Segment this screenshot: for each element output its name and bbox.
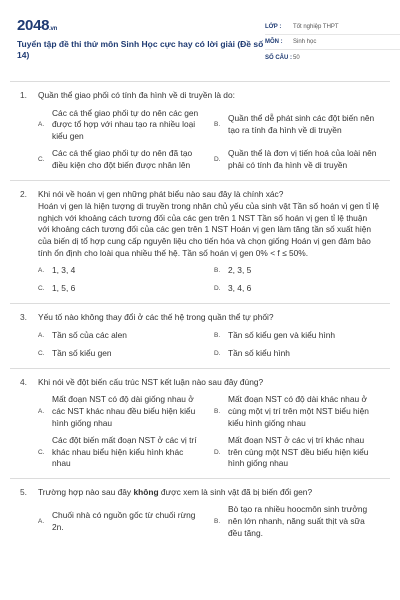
meta-row-class	[265, 20, 400, 35]
question-4	[10, 369, 390, 479]
option-c[interactable]	[38, 435, 204, 470]
meta-value: Tốt nghiệp THPT	[293, 24, 339, 30]
question-text: Quần thể giao phối có tính đa hình về di truyền là do:	[38, 90, 235, 100]
option-c[interactable]	[38, 348, 204, 360]
answer-options	[20, 265, 380, 295]
option-letter: B.	[214, 518, 221, 526]
question-number: 5.	[20, 486, 27, 497]
option-c[interactable]	[38, 148, 204, 171]
question-text: Khi nói về đột biến cấu trúc NST kết luận nào sau đây đúng?	[38, 376, 264, 387]
question-text-before: Trường hợp nào sau đây	[38, 486, 134, 497]
option-d[interactable]	[214, 148, 380, 171]
option-letter: D.	[214, 448, 221, 456]
option-a[interactable]	[38, 108, 204, 143]
option-b[interactable]	[214, 394, 380, 429]
question-number: 3.	[20, 312, 27, 323]
site-logo[interactable]	[17, 17, 57, 34]
logo-text: 2048	[17, 17, 50, 34]
question-text	[38, 487, 380, 499]
answer-options	[20, 504, 380, 539]
question-2	[10, 181, 390, 305]
option-text: Chuối nhà có nguồn gốc từ chuối rừng 2n.	[52, 510, 196, 532]
option-b[interactable]	[214, 504, 380, 539]
answer-options	[20, 108, 380, 172]
option-text: Các cá thể giao phối tự do nên các gen được tổ hợp với nhau tạo ra nhiều loại kiểu gen	[52, 107, 199, 141]
question-3	[10, 304, 390, 369]
meta-label: SỐ CÂU :	[265, 54, 292, 61]
document-title: Tuyển tập đề thi thử môn Sinh Học cực hay có lời giải (Đề số 14)	[17, 39, 264, 60]
question-1	[10, 82, 390, 181]
option-b[interactable]	[214, 108, 380, 143]
option-a[interactable]	[38, 265, 204, 277]
option-text: Mất đoạn NST ở các vị trí khác nhau trên cùng một NST đều biểu hiện kiểu hình giống nhau	[228, 435, 369, 469]
question-5	[10, 479, 390, 547]
option-letter: A.	[38, 121, 45, 129]
question-number: 4.	[20, 376, 27, 387]
option-text: Các cá thể giao phối tự do nên đã tạo điều kiện cho đột biến được nhân lên	[52, 148, 193, 170]
meta-label: MÔN :	[265, 39, 283, 45]
option-letter: C.	[38, 285, 45, 293]
option-text: Bò tạo ra nhiều hoocmôn sinh trưởng nên lớn nhanh, năng suất thịt và sữa đều tăng.	[228, 504, 368, 538]
option-text: Tần số kiểu gen và kiểu hình	[228, 329, 336, 340]
option-a[interactable]	[38, 330, 204, 342]
option-letter: A.	[38, 518, 45, 526]
meta-row-question-count	[265, 50, 400, 65]
option-text: 3, 4, 6	[228, 283, 252, 294]
option-text: Các đột biến mất đoạn NST ở các vị trí khác nhau biểu hiện kiểu hình khác nhau	[52, 435, 197, 469]
meta-value: 50	[293, 54, 300, 61]
document-header	[10, 10, 390, 82]
option-letter: B.	[214, 121, 221, 129]
option-text: Quần thể là đơn vị tiến hoá của loài nên phải có tính đa hình về di truyền	[228, 148, 377, 170]
option-text: 1, 5, 6	[52, 283, 76, 294]
meta-value: Sinh học	[293, 39, 317, 45]
answer-options	[20, 330, 380, 360]
option-letter: C.	[38, 156, 45, 164]
meta-row-subject	[265, 35, 400, 50]
document-meta	[265, 20, 400, 65]
option-text: 2, 3, 5	[228, 265, 252, 276]
option-d[interactable]	[214, 348, 380, 360]
question-body: Hoán vị gen là hiện tượng di truyền trong nhân chủ yếu của sinh vật Tần số hoán vị gen tỉ lệ nghịch với khoảng cách tương đối của các gen trên 1 NST Tần số hoán vị gen tỉ lệ thuận với khoảng cách tương đối của các gen trên 1 NST Hoán vị gen làm tăng tần số xuất hiện của biến dị tổ hợp cung cấp nguyên liệu cho tiến hóa và chọn giống Hoán vị gen đảm bảo tính ổn định cho loài qua nhiều thế hệ. Tần số hoán vị gen 0% < f ≤ 50%.	[38, 201, 380, 258]
option-text: 1, 3, 4	[52, 265, 76, 276]
question-text: Yếu tố nào không thay đổi ở các thế hệ trong quần thể tự phối?	[38, 312, 274, 323]
option-d[interactable]	[214, 435, 380, 470]
option-letter: A.	[38, 407, 45, 415]
question-text-emphasis: không	[133, 486, 159, 497]
option-b[interactable]	[214, 265, 380, 277]
option-d[interactable]	[214, 283, 380, 295]
option-text: Mất đoạn NST có độ dài giống nhau ở các NST khác nhau đều biểu hiện kiểu hình giống nhau	[52, 394, 196, 428]
question-number: 2.	[20, 188, 27, 199]
option-text: Quần thể dễ phát sinh các đột biến nên tạo ra tính đa hình về di truyền	[228, 113, 375, 135]
option-letter: D.	[214, 349, 221, 357]
option-a[interactable]	[38, 394, 204, 429]
question-number: 1.	[20, 90, 27, 100]
option-letter: B.	[214, 267, 221, 275]
question-text: Khi nói về hoán vị gen những phát biểu nào sau đây là chính xác?	[38, 188, 284, 199]
option-text: Tần số kiểu hình	[228, 347, 290, 358]
option-letter: D.	[214, 285, 221, 293]
meta-label: LỚP :	[265, 24, 282, 30]
option-letter: A.	[38, 267, 45, 275]
option-b[interactable]	[214, 330, 380, 342]
option-letter: C.	[38, 448, 45, 456]
option-letter: B.	[214, 407, 221, 415]
option-letter: D.	[214, 156, 221, 164]
option-letter: B.	[214, 331, 221, 339]
option-letter: C.	[38, 349, 45, 357]
option-letter: A.	[38, 331, 45, 339]
option-c[interactable]	[38, 283, 204, 295]
option-a[interactable]	[38, 504, 204, 539]
option-text: Tần số kiểu gen	[52, 347, 112, 358]
logo-suffix: .vn	[49, 26, 57, 32]
question-text-after: được xem là sinh vật đã bị biến đổi gen?	[158, 486, 313, 497]
answer-options	[20, 394, 380, 470]
option-text: Mất đoạn NST có độ dài khác nhau ở cùng một vị trí trên một NST biểu hiện kiểu hình giống nhau	[228, 394, 369, 428]
option-text: Tần số của các alen	[52, 329, 127, 340]
